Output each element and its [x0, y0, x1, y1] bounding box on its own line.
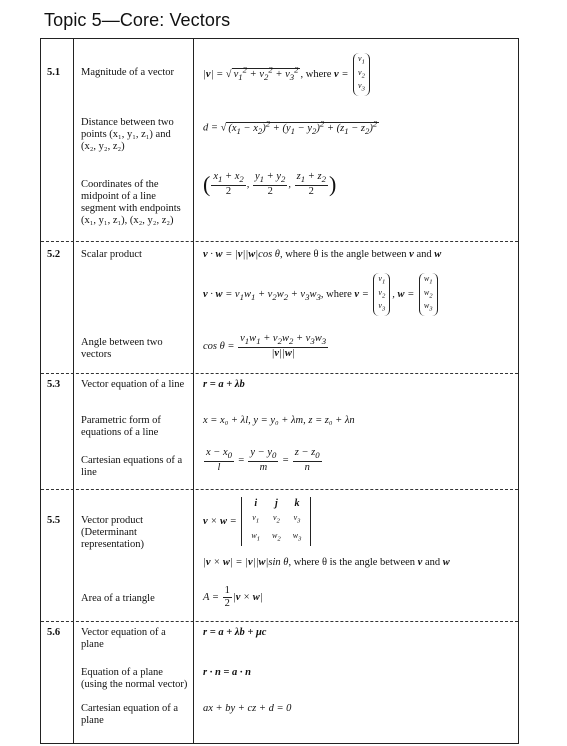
formula-parametric: x = x₀ + λl, y = y₀ + λm, z = z₀ + λn: [203, 415, 355, 426]
label-scalar: Scalar product: [81, 249, 142, 260]
label-plane-cartesian: Cartesian equation of a plane: [81, 703, 179, 726]
label-plane-normal: Equation of a plane (using the normal vector): [81, 667, 188, 690]
formula-cross-magnitude: |v × w| = |v||w|sin θ, where θ is the angle between v and w: [203, 557, 450, 568]
section-number: 5.1: [47, 67, 61, 78]
formula-cartesian-line: $\frac{x - x_0}{l}$ = $\frac{y - y_0}{m}$ = $\frac{z - z_0}{n}$: [206, 447, 320, 474]
formula-scalar: v · w = |v||w|cos θ, where θ is the angle between v and w: [203, 249, 442, 260]
formula-plane-cartesian: ax + by + cz + d = 0: [203, 703, 292, 714]
label-triangle: Area of a triangle: [81, 593, 155, 604]
formula-distance: d = √ $(x_1 - x_2)^2 + (y_1 - y_2)^2 + (z_1 - z_2)^2$: [203, 118, 378, 136]
section-number: 5.2: [47, 249, 61, 260]
section-number: 5.6: [47, 627, 61, 638]
formula-angle: cos θ = $\frac{v_1w_1 + v_2w_2 + v_3w_3}{|v||w|}$: [203, 333, 327, 360]
label-magnitude: Magnitude of a vector: [81, 67, 175, 78]
label-distance: Distance between two points (x₁, y₁, z₁) and (x₂, y₂, z₂): [81, 117, 174, 152]
label-line-equation: Vector equation of a line: [81, 379, 185, 390]
label-parametric: Parametric form of equations of a line: [81, 415, 161, 438]
label-midpoint: Coordinates of the midpoint of a line segment with endpoints (x₁, y₁, z₁), (x₂, y₂, z₂): [81, 179, 181, 226]
label-vector-product: Vector product (Determinant representation): [81, 515, 144, 550]
formula-line: r = a + λb: [203, 379, 245, 390]
column-divider: [193, 39, 194, 743]
label-plane-equation: Vector equation of a plane: [81, 627, 166, 650]
label-angle: Angle between two vectors: [81, 337, 163, 360]
section-number: 5.3: [47, 379, 61, 390]
formula-plane-vector: r = a + λb + μc: [203, 627, 267, 638]
column-divider: [73, 39, 74, 743]
section-separator: [41, 489, 518, 490]
section-separator: [41, 373, 518, 374]
section-number: 5.5: [47, 515, 61, 526]
label-cartesian-line: Cartesian equations of a line: [81, 455, 183, 478]
formula-vector-product: v × w = i j k $v_1$ $v_2$ $v_3$ $w_1$ $w_2$ $w_3$: [203, 497, 311, 546]
formula-triangle: A = $\frac{1}{2}$ |v × w|: [203, 585, 263, 609]
page-title: Topic 5—Core: Vectors: [44, 10, 231, 30]
formula-table: [40, 38, 519, 744]
section-separator: [41, 241, 518, 242]
section-separator: [41, 621, 518, 622]
formula-plane-normal: r · n = a · n: [203, 667, 251, 678]
formula-scalar-components: $v \cdot w = v_1w_1 + v_2w_2 + v_3w_3$, where $v = v_1$ $v_2$ $v_3$, $w = w_1$ $w_2$ $w_3$: [203, 273, 440, 316]
formula-midpoint: ( $\frac{x_1 + x_2}{2}$ , $\frac{y_1 + y_2}{2}$ , $\frac{z_1 + z_2}{2}$ ): [203, 171, 337, 198]
formula-magnitude: |v| = √ $v_1^2 + v_2^2 + v_3^2$ , where $v = v_1$ $v_2$ $v_3$: [203, 53, 372, 96]
